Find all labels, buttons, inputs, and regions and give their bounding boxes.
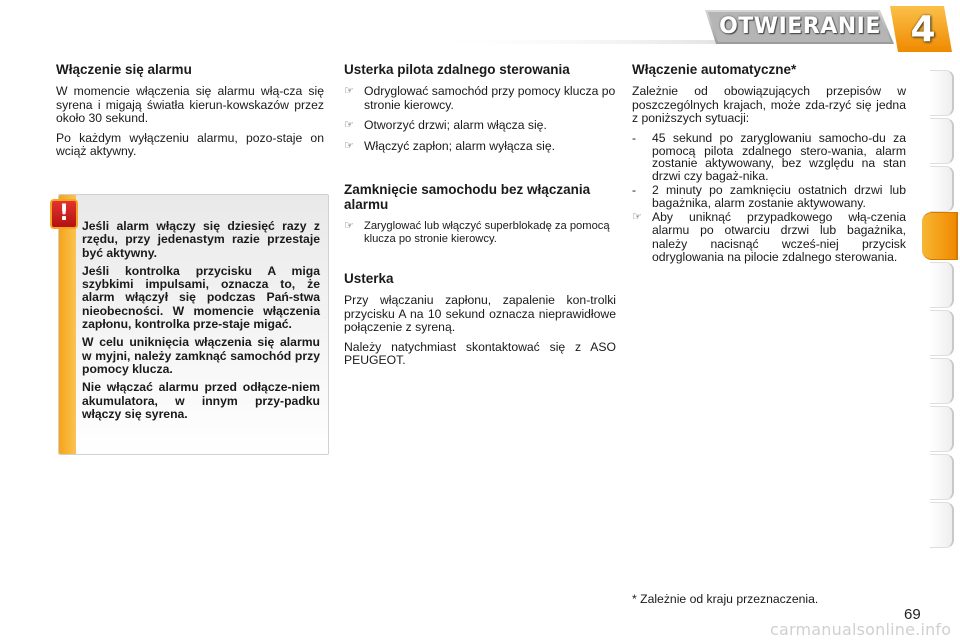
paragraph: W momencie włączenia się alarmu włą-cza się syrena i migają światła kierun-kowskazów przez około 30 sekund.: [56, 84, 324, 126]
chapter-number: 4: [910, 9, 936, 50]
chapter-header: [0, 0, 960, 62]
column-automatic: [632, 62, 906, 272]
paragraph: Należy natychmiast skontaktować się z ASO PEUGEOT.: [344, 339, 616, 368]
warning-icon: !: [50, 199, 78, 229]
list-item-text: Odryglować samochód przy pomocy klucza po stronie kierowcy.: [364, 84, 616, 112]
paragraph: Przy włączaniu zapłonu, zapalenie kon-trolki przycisku A na 10 sekund oznacza nieprawidłowe połączenie z syreną.: [344, 292, 616, 335]
list-item-text: Włączyć zapłon; alarm wyłącza się.: [364, 138, 555, 153]
section-heading: Włączenie się alarmu: [56, 62, 192, 77]
list-item: [632, 184, 906, 210]
chapter-tab[interactable]: [930, 70, 954, 116]
chapter-tab[interactable]: [930, 454, 954, 500]
warning-paragraph: Nie włączać alarmu przed odłącze-niem akumulatora, w innym przy-padku włączy się syrena.: [82, 380, 320, 421]
warning-paragraph: Jeśli alarm włączy się dziesięć razy z rzędu, przy jedenastym razie przestaje być aktywny.: [82, 219, 320, 260]
warning-paragraph: Jeśli kontrolka przycisku A miga szybkimi impulsami, oznacza to, że alarm włączył się podczas Pań-stwa nieobecności. W momencie włączenia zapłonu, kontrolka prze-staje migać.: [82, 263, 320, 332]
chapter-tabs: [926, 70, 960, 575]
chapter-tab[interactable]: [930, 502, 954, 548]
list-item: [344, 119, 616, 133]
footnote: * Zależnie od kraju przeznaczenia.: [632, 592, 819, 606]
list-item-text: 2 minuty po zamknięciu ostatnich drzwi lub bagażnika, alarm zostanie aktywowany.: [652, 182, 906, 210]
list-item-text: Zaryglować lub włączyć superblokadę za pomocą klucza po stronie kierowcy.: [364, 220, 610, 246]
list-item: [344, 220, 616, 246]
section-heading: Włączenie automatyczne*: [632, 62, 797, 77]
chapter-tab[interactable]: [930, 166, 954, 212]
chapter-title: OTWIERANIE: [719, 14, 881, 39]
hand-pointer-icon: ☞: [344, 139, 354, 152]
warning-paragraph: W celu uniknięcia włączenia się alarmu w myjni, należy zamknąć samochód przy pomocy klucza.: [82, 335, 320, 376]
section-heading: Zamknięcie samochodu bez włączania alarmu: [344, 182, 591, 213]
dash-marker: -: [632, 182, 637, 197]
warning-text: [82, 220, 320, 426]
warning-strip: [59, 195, 76, 454]
section-heading: Usterka pilota zdalnego sterowania: [344, 62, 570, 77]
list-item: [344, 140, 616, 154]
section-heading: Usterka: [344, 270, 394, 286]
hand-pointer-icon: ☞: [344, 85, 354, 97]
list-item: [632, 132, 906, 183]
column-remote: [344, 62, 616, 374]
chapter-tab-active[interactable]: [922, 212, 958, 260]
list-item-text: Otworzyć drzwi; alarm włącza się.: [364, 118, 547, 133]
chapter-tab[interactable]: [930, 406, 954, 452]
hand-pointer-icon: ☞: [344, 119, 354, 132]
list-item-text: Aby uniknąć przypadkowego włą-czenia alarmu po otwarciu drzwi lub bagażnika, należy nacisnąć wcześ-niej przycisk odryglowania na pilocie zdalnego sterowania.: [652, 209, 906, 265]
watermark: carmanualsonline.info: [770, 620, 952, 639]
page-number: 69: [904, 606, 921, 623]
list-item-text: 45 sekund po zaryglowaniu samocho-du za pomocą pilota zdalnego stero-wania, alarm zostanie aktywowany, bez względu na stan drzwi czy bagaż-nika.: [652, 130, 906, 184]
dash-marker: -: [632, 130, 637, 145]
hand-pointer-icon: ☞: [344, 220, 354, 233]
chapter-tab[interactable]: [930, 358, 954, 404]
column-alarm: [56, 62, 324, 165]
chapter-tab[interactable]: [930, 118, 954, 164]
list-item: [344, 85, 616, 112]
chapter-tab[interactable]: [930, 310, 954, 356]
list-item: [632, 211, 906, 265]
chapter-tab[interactable]: [930, 262, 954, 308]
paragraph: Po każdym wyłączeniu alarmu, pozo-staje on wciąż aktywny.: [56, 130, 324, 159]
paragraph: Zależnie od obowiązujących przepisów w poszczególnych krajach, może zda-rzyć się jedna z poniższych sytuacji:: [632, 84, 906, 126]
hand-pointer-icon: ☞: [632, 210, 642, 223]
